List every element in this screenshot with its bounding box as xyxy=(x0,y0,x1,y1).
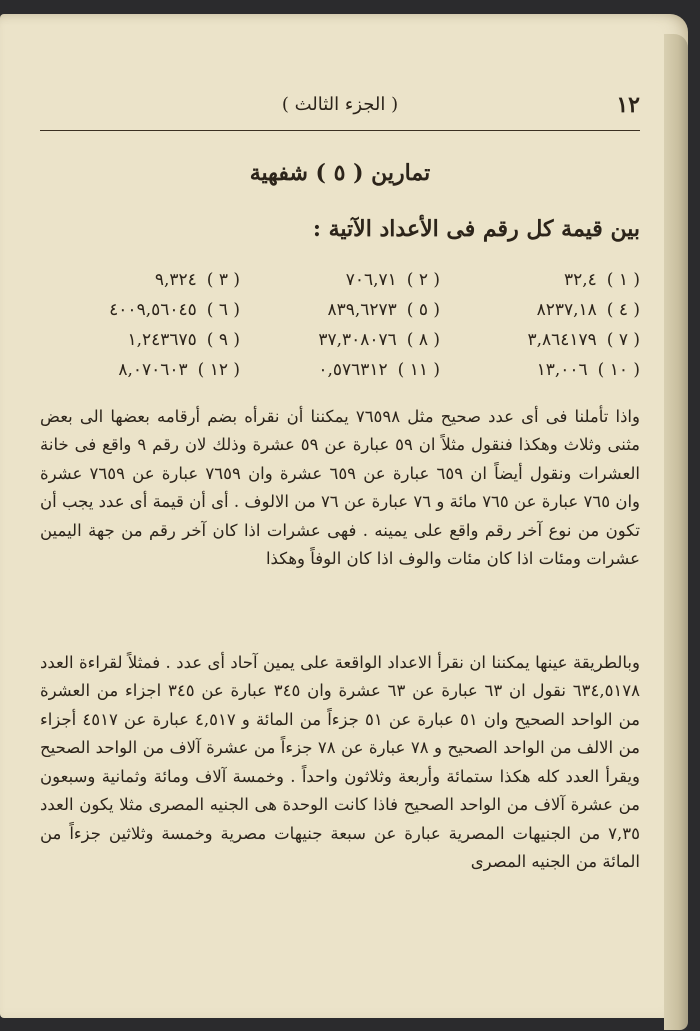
exercise-number: ( ٨ ) xyxy=(406,330,440,350)
exercise-value: ١,٢٤٣٦٧٥ xyxy=(127,330,197,350)
page-content xyxy=(40,14,640,1018)
exercise-item xyxy=(440,360,640,382)
exercise-item xyxy=(40,300,240,322)
exercise-item xyxy=(440,300,640,322)
exercise-item xyxy=(40,330,240,352)
page-number: ١٢ xyxy=(616,92,640,118)
exercise-value: ٨٣٩,٦٢٧٣ xyxy=(327,300,397,320)
exercise-number: ( ٤ ) xyxy=(606,300,640,320)
exercise-value: ٧٠٦,٧١ xyxy=(345,270,397,290)
body-paragraph: واذا تأملنا فى أى عدد صحيح مثل ٧٦٥٩٨ يمكننا أن نقرأه بضم أرقامه بعضها الى بعض مثنى وثلاث وهكذا فنقول مثلاً ان ٥٩ عبارة عن ٥٩ عشرة وذلك لان رقم ٩ واقع فى خانة العشرات ونقول أيضاً ان ٦٥٩ عبارة عن ٦٥٩ عشرة وان ٧٦٥٩ عبارة عن ٧٦٥٩ عشرة وان ٧٦٥ عبارة عن ٧٦٥ مائة و ٧٦ عبارة عن ٧٦ من الالوف . أى أن قيمة أى عدد يجب أن تكون من نوع آخر رقم واقع على يمينه . فهى عشرات اذا كان آخر رقم من جهة اليمين عشرات ومئات اذا كان مئات والوف اذا كان الوفاً وهكذا xyxy=(40,406,641,568)
exercise-item xyxy=(40,270,240,292)
exercise-item xyxy=(240,330,440,352)
exercise-number: ( ٦ ) xyxy=(206,300,240,320)
exercise-value: ٨٢٣٧,١٨ xyxy=(536,300,597,320)
exercise-number: ( ٢ ) xyxy=(406,270,440,290)
exercise-number: ( ١ ) xyxy=(606,270,640,290)
page-header xyxy=(40,86,640,126)
header-rule xyxy=(40,130,640,131)
exercise-value: ٩,٣٢٤ xyxy=(154,270,197,290)
exercise-item xyxy=(440,270,640,292)
book-page xyxy=(0,14,688,1018)
exercise-value: ٣,٨٦٤١٧٩ xyxy=(527,330,597,350)
section-title: تمارين ( ٥ ) شفهية xyxy=(249,160,431,186)
exercise-value: ٠,٥٧٦٣١٢ xyxy=(318,360,388,380)
exercise-number: ( ٧ ) xyxy=(606,330,640,350)
exercise-instruction: بين قيمة كل رقم فى الأعداد الآتية : xyxy=(312,216,640,242)
exercise-number: ( ١١ ) xyxy=(397,360,440,380)
exercise-value: ٣٢,٤ xyxy=(563,270,597,290)
page-edge xyxy=(664,34,688,1030)
running-title: ( الجزء الثالث ) xyxy=(281,94,399,115)
exercise-number: ( ٩ ) xyxy=(206,330,240,350)
exercise-number: ( ١٢ ) xyxy=(197,360,240,380)
exercise-item xyxy=(40,360,240,382)
exercise-number: ( ١٠ ) xyxy=(597,360,640,380)
exercise-item xyxy=(240,300,440,322)
exercise-number: ( ٥ ) xyxy=(406,300,440,320)
exercise-value: ١٣,٠٠٦ xyxy=(536,360,588,380)
exercise-item xyxy=(240,360,440,382)
exercise-item xyxy=(440,330,640,352)
exercise-value: ٤٠٠٩,٥٦٠٤٥ xyxy=(109,300,197,320)
body-paragraph: وبالطريقة عينها يمكننا ان نقرأ الاعداد الواقعة على يمين آحاد أى عدد . فمثلاً لقراءة العدد ٦٣٤,٥١٧٨ نقول ان ٦٣ عبارة عن ٦٣ عشرة وان ٣٤٥ عبارة عن ٣٤٥ اجزاء من العشرة من الواحد الصحيح وان ٥١ عبارة عن ٥١ جزءاً من المائة و ٤,٥١٧ عبارة عن ٤٥١٧ أجزاء من الالف من الواحد الصحيح و ٧٨ عبارة عن ٧٨ جزءاً من عشرة آلاف من الواحد الصحيح ويقرأ العدد كله هكذا ستمائة وأربعة وثلاثون واحداً . وخمسة آلاف ومائة وثمانية وسبعون من عشرة آلاف من الواحد الصحيح فاذا كانت الوحدة هى الجنيه المصرى مثلا يكون العدد ٧,٣٥ من الجنيهات المصرية عبارة عن سبعة جنيهات مصرية وخمسة وثلاثين جزءاً من المائة من الجنيه المصرى xyxy=(40,652,641,871)
exercise-list xyxy=(40,270,640,382)
exercise-value: ٣٧,٣٠٨٠٧٦ xyxy=(318,330,397,350)
exercise-item xyxy=(240,270,440,292)
exercise-value: ٨,٠٧٠٦٠٣ xyxy=(118,360,188,380)
exercise-number: ( ٣ ) xyxy=(206,270,240,290)
